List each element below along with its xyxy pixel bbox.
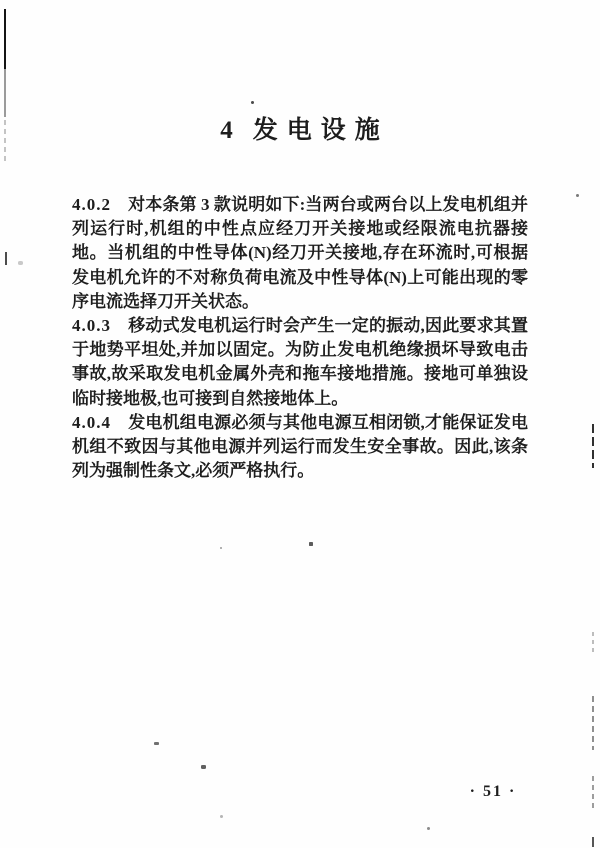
scan-artifact-right-dashes-upper [592,424,594,468]
ink-speck [220,815,223,818]
scan-artifact-left-tick [5,252,7,265]
clause-paragraph-4-0-4 [72,411,528,484]
clause-number: 4.0.3 [72,316,111,336]
scan-artifact-right-dashes-mid [592,632,594,656]
scan-artifact-right-dashes-bottom [592,776,594,812]
clause-paragraph-4-0-3 [72,314,528,411]
ink-speck [576,194,579,197]
clause-text: 发电机组电源必须与其他电源互相闭锁,才能保证发电机组不致因与其他电源并列运行而发生安全事故。因此,该条列为强制性条文,必须严格执行。 [72,412,528,481]
clause-text: 移动式发电机运行时会产生一定的振动,因此要求其置于地势平坦处,并加以固定。为防止发电机绝缘损坏导致电击事故,故采取发电机金属外壳和拖车接地措施。接地可单独设临时接地极,也可接到自然接地体上。 [72,316,528,408]
ink-speck [220,547,222,549]
clause-number: 4.0.4 [72,412,111,432]
clause-paragraph-4-0-2 [72,193,528,314]
chapter-title [0,117,600,145]
clauses-container [72,193,528,483]
scan-artifact-right-dashes-lower [592,696,594,750]
chapter-number: 4 [220,117,233,144]
ink-speck [154,742,159,745]
chapter-name: 发电设施 [252,117,389,144]
scan-artifact-right-edge-tick [592,837,594,847]
clause-number: 4.0.2 [72,195,111,214]
ink-speck [309,542,313,546]
ink-speck [427,827,430,830]
clause-text: 对本条第 3 款说明如下:当两台或两台以上发电机组并列运行时,机组的中性点应经刀开关接地或经限流电抗器接地。当机组的中性导体(N)经刀开关接地,存在环流时,可根据发电机允许的不对称负荷电流及中性导体(N)上可能出现的零序电流选择刀开关状态。 [72,195,528,311]
ink-speck [201,765,206,769]
scan-artifact-left-line-dark [4,9,6,69]
scan-artifact-left-line-gray [4,69,6,117]
page-number: · 51 · [469,783,517,800]
ink-speck [251,101,254,104]
scan-artifact-left-speck [18,261,23,265]
